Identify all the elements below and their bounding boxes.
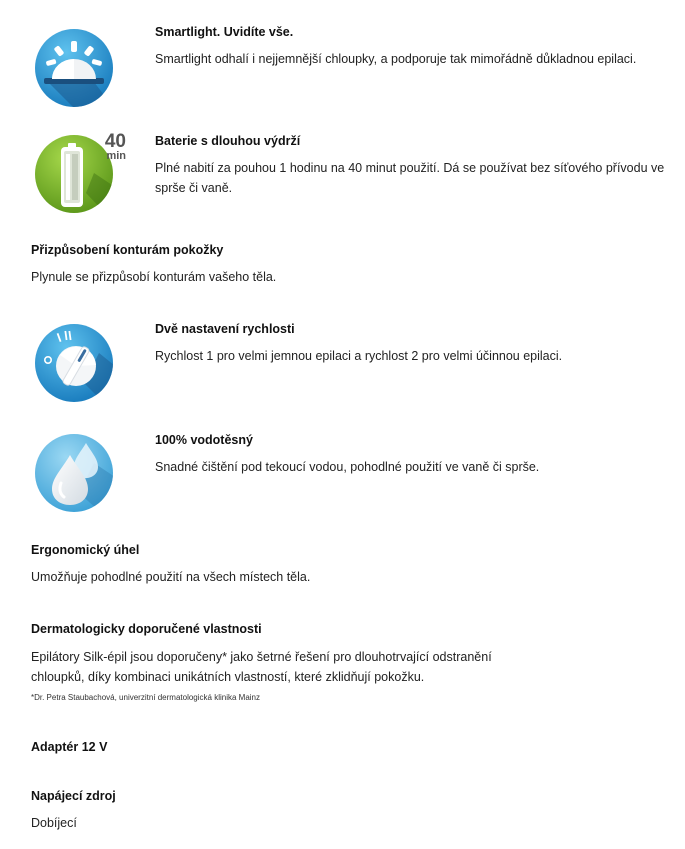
section-ergonomic xyxy=(31,542,671,587)
section-dermatological xyxy=(31,621,671,703)
feature-title: Dvě nastavení rychlosti xyxy=(155,322,295,336)
feature-text xyxy=(155,24,675,69)
feature-desc: Smartlight odhalí i nejjemnější chloupky, a podporuje tak mimořádně důkladnou epilaci. xyxy=(155,52,637,66)
section-adapter xyxy=(31,739,671,755)
section-title: Dermatologicky doporučené vlastnosti xyxy=(31,622,262,636)
section-desc-line: Epilátory Silk-épil jsou doporučeny* jako šetrné řešení pro dlouhotrvající odstranění xyxy=(31,650,492,664)
section-power xyxy=(31,788,671,833)
section-desc-line: chloupků, díky kombinaci unikátních vlastností, které zklidňují pokožku. xyxy=(31,670,425,684)
section-desc xyxy=(31,647,671,687)
feature-title: Baterie s dlouhou výdrží xyxy=(155,134,301,148)
section-desc: Umožňuje pohodlné použití na všech místech těla. xyxy=(31,570,311,584)
section-desc: Plynule se přizpůsobí konturám vašeho těla. xyxy=(31,270,277,284)
section-title: Ergonomický úhel xyxy=(31,543,140,557)
feature-title: 100% vodotěsný xyxy=(155,433,253,447)
section-desc: Dobíjecí xyxy=(31,816,77,830)
feature-text xyxy=(155,321,675,366)
battery-badge-unit: min xyxy=(106,150,126,162)
feature-text xyxy=(155,432,675,477)
smartlight-icon xyxy=(34,28,114,108)
battery-badge xyxy=(96,132,126,161)
section-title: Napájecí zdroj xyxy=(31,789,116,803)
footnote: *Dr. Petra Staubachová, univerzitní dermatologická klinika Mainz xyxy=(31,693,260,702)
water-drop-icon xyxy=(34,433,114,513)
speed-dial-icon xyxy=(34,323,114,403)
section-contour xyxy=(31,242,671,287)
feature-desc: Snadné čištění pod tekoucí vodou, pohodlné použití ve vaně či sprše. xyxy=(155,460,540,474)
feature-desc: Plné nabití za pouhou 1 hodinu na 40 minut použití. Dá se používat bez síťového přívodu ve sprše či vaně. xyxy=(155,161,665,195)
section-title: Přizpůsobení konturám pokožky xyxy=(31,243,224,257)
feature-desc: Rychlost 1 pro velmi jemnou epilaci a rychlost 2 pro velmi účinnou epilaci. xyxy=(155,349,563,363)
feature-title: Smartlight. Uvidíte vše. xyxy=(155,25,294,39)
section-title: Adaptér 12 V xyxy=(31,740,108,754)
battery-badge-number: 40 xyxy=(104,131,126,152)
feature-text xyxy=(155,133,675,198)
